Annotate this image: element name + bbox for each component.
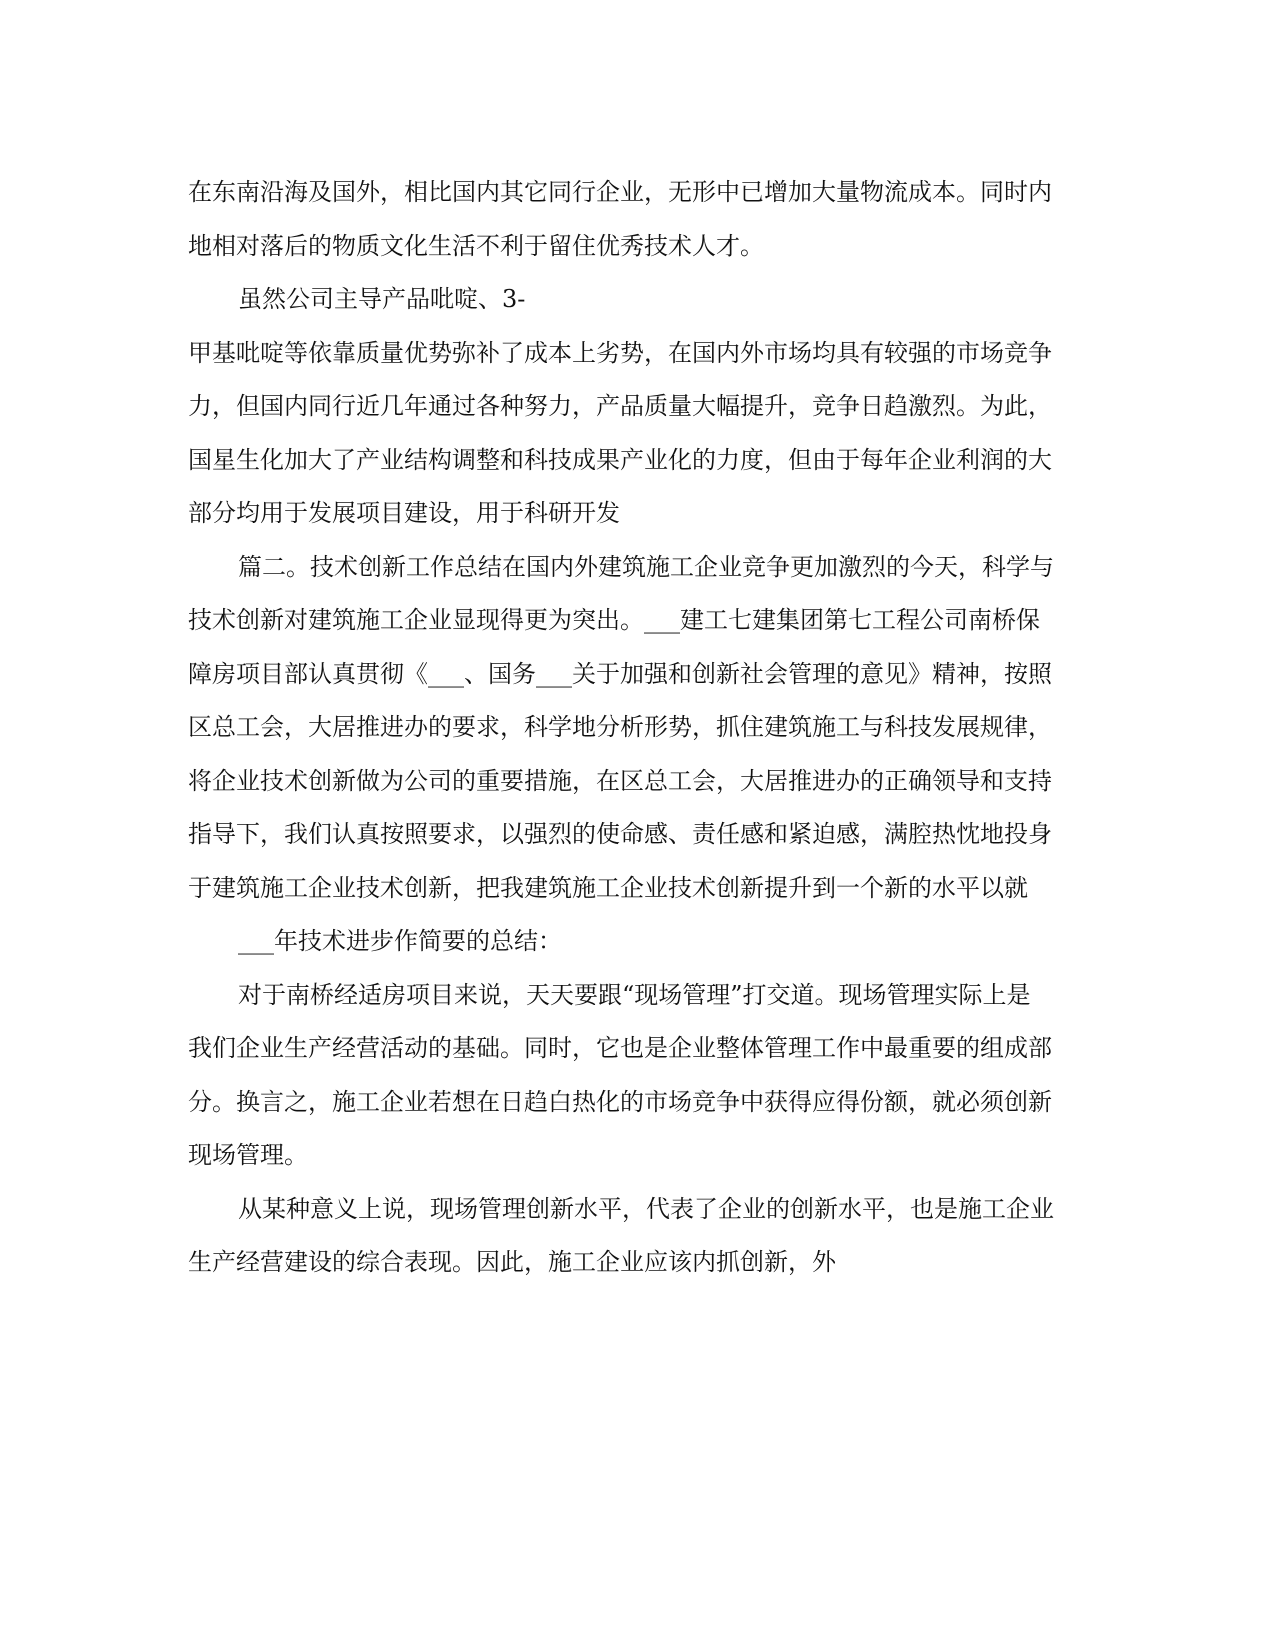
text-line: 区总工会，大居推进办的要求，科学地分析形势，抓住建筑施工与科技发展规律， bbox=[188, 713, 1052, 741]
text-line: 将企业技术创新做为公司的重要措施，在区总工会，大居推进办的正确领导和支持 bbox=[188, 766, 1052, 795]
text-line: 力，但国内同行近几年通过各种努力，产品质量大幅提升，竞争日趋激烈。为此， bbox=[188, 392, 1052, 420]
text-line: 地相对落后的物质文化生活不利于留住优秀技术人才。 bbox=[188, 231, 764, 260]
text-line: 分。换言之，施工企业若想在日趋白热化的市场竞争中获得应得份额，就必须创新 bbox=[188, 1087, 1052, 1116]
text-line: 从某种意义上说，现场管理创新水平，代表了企业的创新水平，也是施工企业 bbox=[238, 1194, 1054, 1223]
text-line: 指导下，我们认真按照要求，以强烈的使命感、责任感和紧迫感，满腔热忱地投身 bbox=[188, 820, 1052, 848]
text-line: 在东南沿海及国外，相比国内其它同行企业，无形中已增加大量物流成本。同时内 bbox=[188, 178, 1052, 206]
text-line: 对于南桥经适房项目来说，天天要跟“现场管理”打交道。现场管理实际上是 bbox=[238, 980, 1031, 1009]
text-line: 技术创新对建筑施工企业显现得更为突出。___建工七建集团第七工程公司南桥保 bbox=[188, 606, 1040, 634]
document-body bbox=[188, 166, 1088, 1290]
text-line: 于建筑施工企业技术创新，把我建筑施工企业技术创新提升到一个新的水平以就 bbox=[188, 873, 1028, 902]
text-line: 生产经营建设的综合表现。因此，施工企业应该内抓创新，外 bbox=[188, 1248, 836, 1276]
text-line: 国星生化加大了产业结构调整和科技成果产业化的力度，但由于每年企业利润的大 bbox=[188, 445, 1052, 474]
text-line: 篇二。技术创新工作总结在国内外建筑施工企业竞争更加激烈的今天，科学与 bbox=[238, 552, 1054, 581]
text-line: 部分均用于发展项目建设，用于科研开发 bbox=[188, 499, 620, 527]
text-line: 虽然公司主导产品吡啶、3- bbox=[238, 285, 526, 313]
text-line: ___年技术进步作简要的总结： bbox=[238, 927, 562, 955]
text-line: 现场管理。 bbox=[188, 1141, 308, 1169]
text-line: 障房项目部认真贯彻《___、国务___关于加强和创新社会管理的意见》精神，按照 bbox=[188, 659, 1052, 688]
text-line: 甲基吡啶等依靠质量优势弥补了成本上劣势，在国内外市场均具有较强的市场竞争 bbox=[188, 338, 1052, 367]
text-line: 我们企业生产经营活动的基础。同时，它也是企业整体管理工作中最重要的组成部 bbox=[188, 1034, 1052, 1062]
